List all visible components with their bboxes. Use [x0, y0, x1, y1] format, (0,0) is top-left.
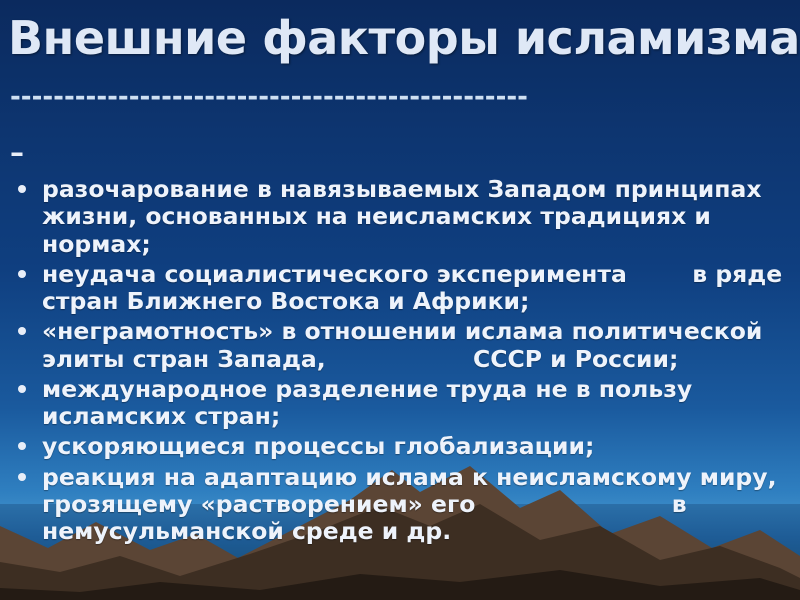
bullet-dot-icon: [18, 270, 26, 278]
list-item: [8, 464, 796, 546]
bullet-dot-icon: [18, 473, 26, 481]
list-item: [8, 261, 796, 316]
bullet-list: [8, 176, 796, 548]
lead-dash: –: [10, 136, 24, 169]
bullet-dot-icon: [18, 327, 26, 335]
bullet-dot-icon: [18, 185, 26, 193]
list-item: [8, 176, 796, 258]
list-item-label: разочарование в навязываемых Западом принципах жизни, основанных на неисламских традициях и нормах;: [42, 175, 770, 258]
list-item: [8, 376, 796, 431]
bullet-dot-icon: [18, 385, 26, 393]
list-item-label: международное разделение труда не в пользу исламских стран;: [42, 374, 701, 430]
list-item: [8, 318, 796, 373]
list-item-label: «неграмотность» в отношении ислама политической элиты стран Запада, СССР и России;: [42, 317, 771, 373]
list-item: [8, 433, 796, 460]
list-item-label: ускоряющиеся процессы глобализации;: [42, 432, 595, 461]
list-item-label: реакция на адаптацию ислама к неисламскому миру, грозящему «растворением» его в немусульманской среде и др.: [42, 462, 785, 545]
list-item-label: неудача социалистического эксперимента в ряде стран Ближнего Востока и Африки;: [42, 259, 791, 315]
page-title: Внешние факторы исламизма: [8, 11, 800, 65]
bullet-dot-icon: [18, 442, 26, 450]
title-divider: ------------------------------------------------: [10, 82, 528, 112]
